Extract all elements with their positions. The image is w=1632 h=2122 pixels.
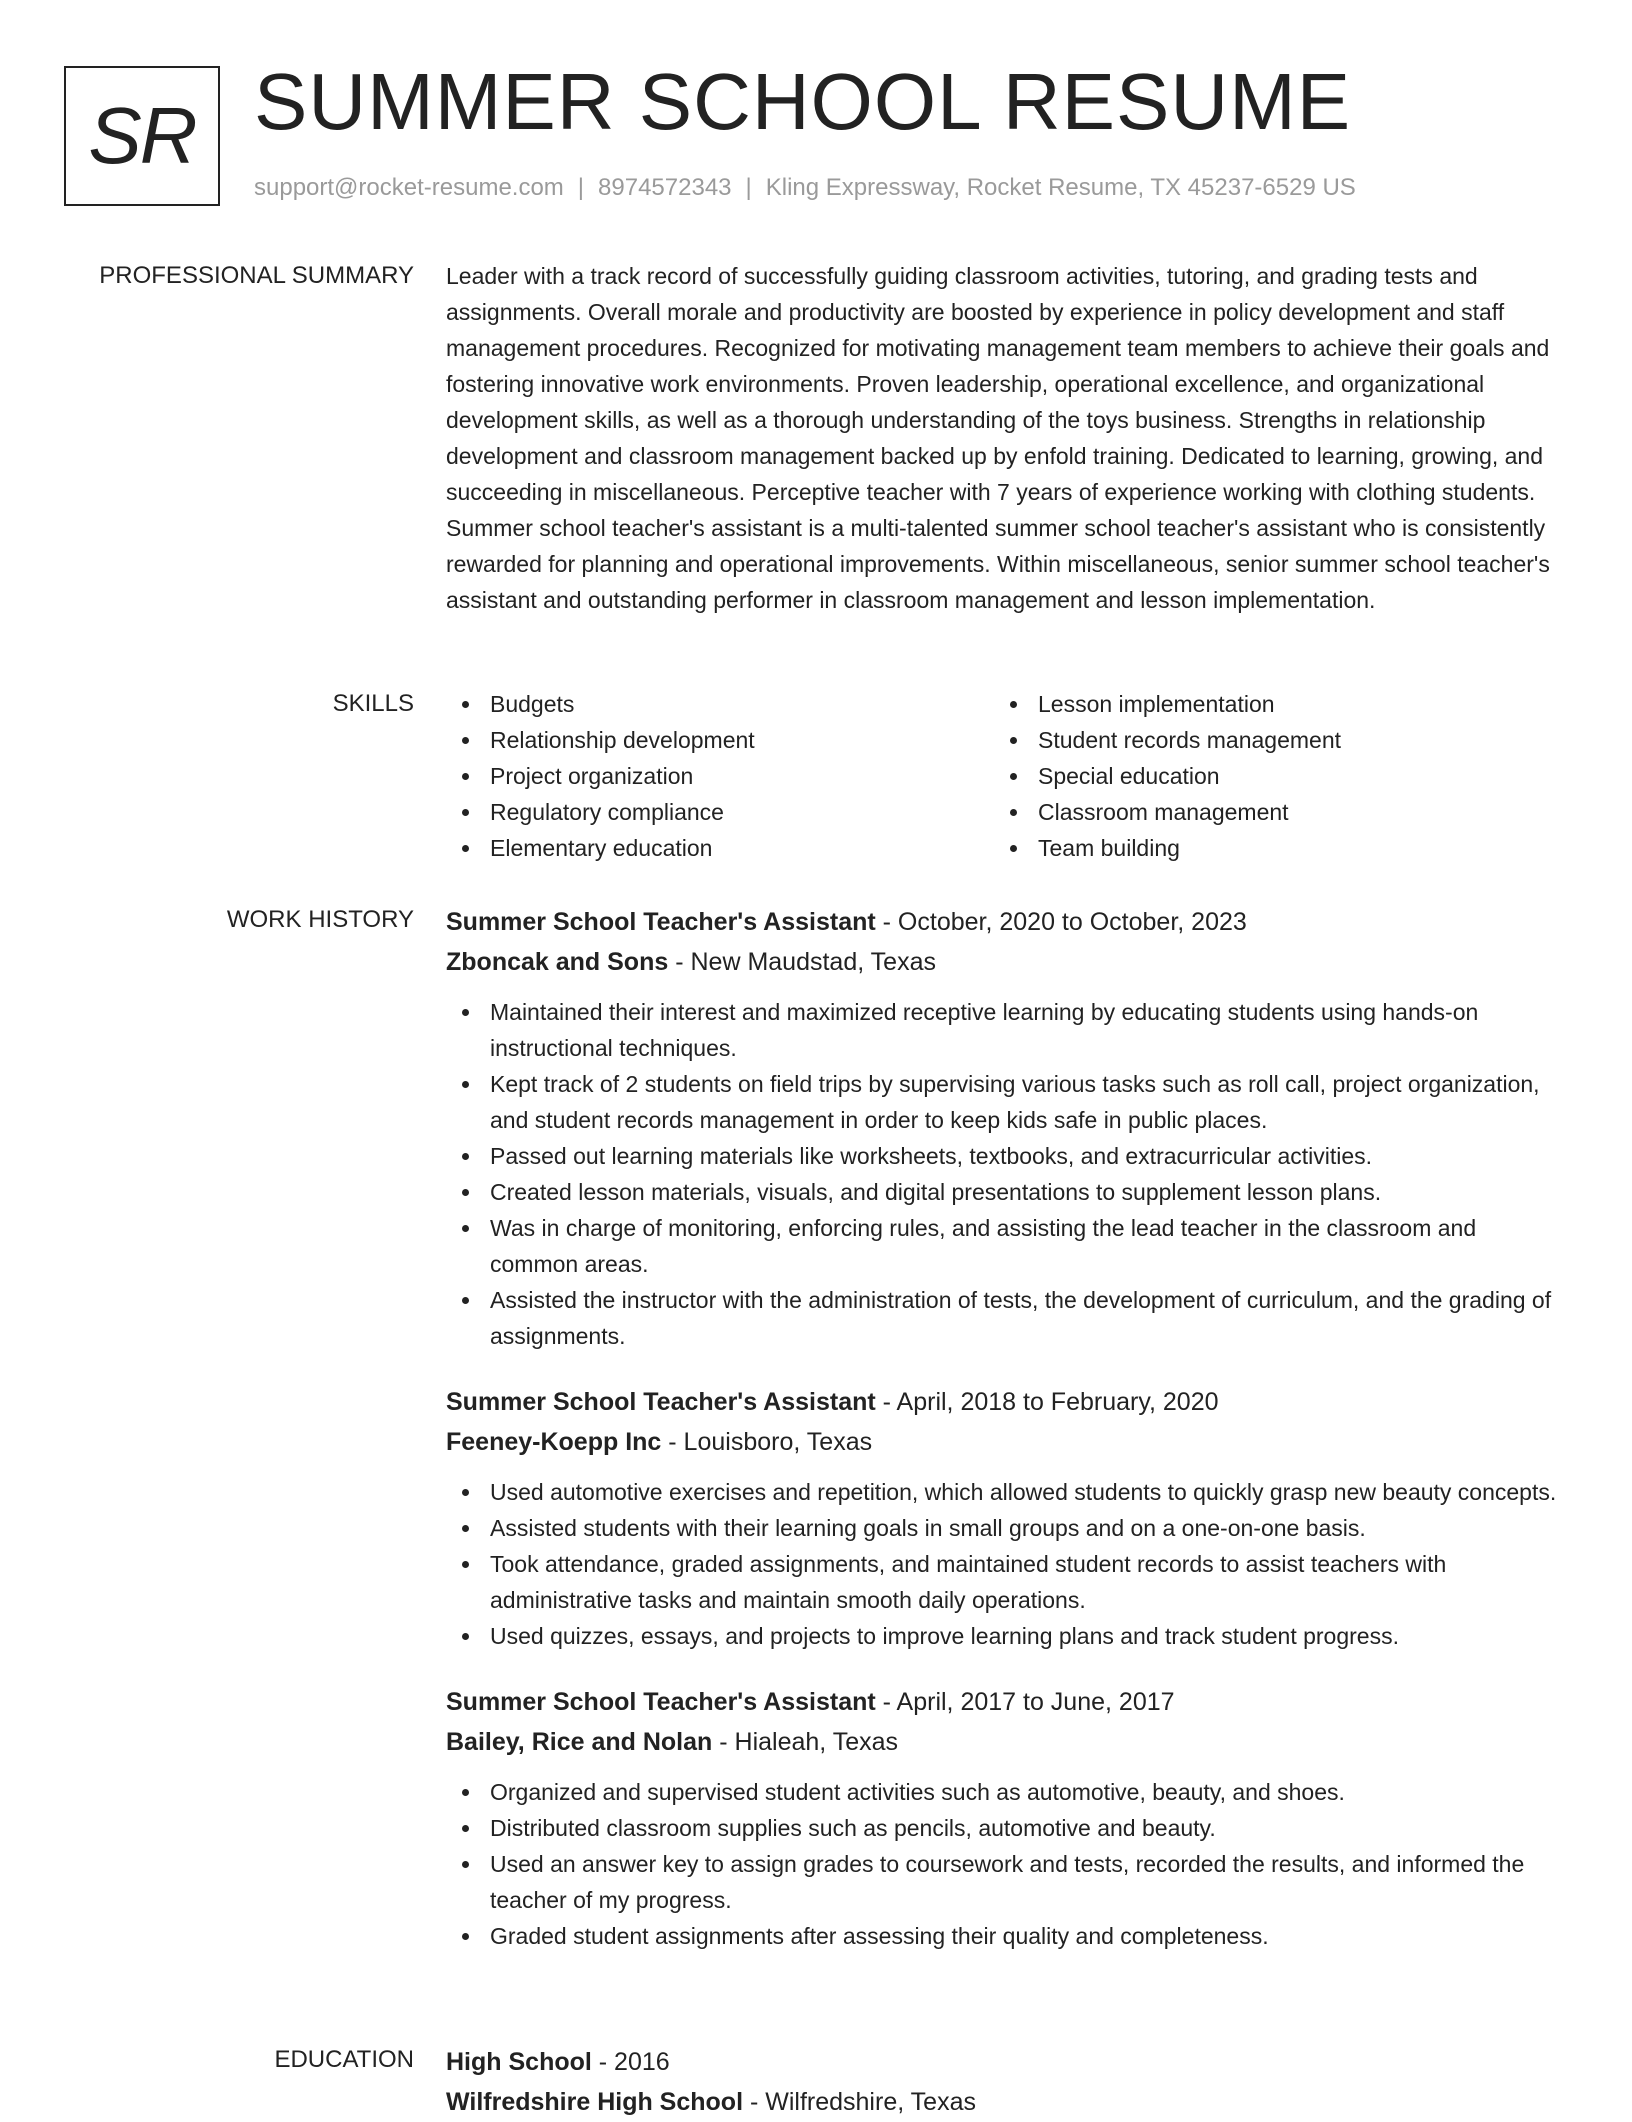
- skill-item: Lesson implementation: [994, 686, 1542, 722]
- section-label-summary: PROFESSIONAL SUMMARY: [99, 262, 414, 289]
- job-bullet: Assisted students with their learning goals in small groups and on a one-on-one basis.: [446, 1510, 1561, 1546]
- job-bullet: Took attendance, graded assignments, and maintained student records to assist teachers with administrative tasks and maintain smooth daily operations.: [446, 1546, 1561, 1618]
- job-entry: [446, 1382, 1561, 1654]
- skill-item: Student records management: [994, 722, 1542, 758]
- contact-address: Kling Expressway, Rocket Resume, TX 45237-6529 US: [765, 174, 1356, 201]
- job-location: Louisboro, Texas: [683, 1428, 873, 1456]
- section-label-skills: SKILLS: [332, 690, 414, 717]
- section-label-work: WORK HISTORY: [226, 906, 414, 933]
- skills-body: [446, 686, 1561, 866]
- job-company: Feeney-Koepp Inc: [446, 1428, 662, 1456]
- section-label-education: EDUCATION: [274, 2046, 414, 2073]
- skill-item: Budgets: [446, 686, 994, 722]
- resume-title: SUMMER SCHOOL RESUME: [254, 57, 1352, 146]
- job-bullet: Passed out learning materials like worksheets, textbooks, and extracurricular activities.: [446, 1138, 1561, 1174]
- skill-item: Project organization: [446, 758, 994, 794]
- job-bullet: Was in charge of monitoring, enforcing rules, and assisting the lead teacher in the classroom and common areas.: [446, 1210, 1561, 1282]
- job-title-line: Summer School Teacher's Assistant - April, 2018 to February, 2020: [446, 1388, 1219, 1416]
- job-bullets: [446, 994, 1561, 1354]
- contact-line: [254, 174, 1356, 202]
- job-bullet: Kept track of 2 students on field trips by supervising various tasks such as roll call, project organization, and student records management in order to keep kids safe in public places.: [446, 1066, 1561, 1138]
- education-year: 2016: [614, 2048, 670, 2076]
- job-bullets: [446, 1474, 1561, 1654]
- job-bullets: [446, 1774, 1561, 1954]
- job-bullet: Assisted the instructor with the administration of tests, the development of curriculum, and the grading of assignments.: [446, 1282, 1561, 1354]
- job-company-line: Bailey, Rice and Nolan - Hialeah, Texas: [446, 1728, 899, 1756]
- skill-item: Relationship development: [446, 722, 994, 758]
- job-bullet: Graded student assignments after assessing their quality and completeness.: [446, 1918, 1561, 1954]
- job-bullet: Used an answer key to assign grades to coursework and tests, recorded the results, and informed the teacher of my progress.: [446, 1846, 1561, 1918]
- education-degree: High School: [446, 2048, 592, 2076]
- job-location: Hialeah, Texas: [734, 1728, 899, 1756]
- job-company-line: Zboncak and Sons - New Maudstad, Texas: [446, 948, 936, 976]
- skill-item: Regulatory compliance: [446, 794, 994, 830]
- contact-separator: |: [577, 174, 585, 201]
- job-title-line: Summer School Teacher's Assistant - April, 2017 to June, 2017: [446, 1688, 1175, 1716]
- job-title: Summer School Teacher's Assistant: [446, 1688, 876, 1716]
- summary-text: Leader with a track record of successfully guiding classroom activities, tutoring, and grading tests and assignments. Overall morale and productivity are boosted by experience in policy development and staff management procedures. Recognized for motivating management team members to achieve their goals and fostering innovative work environments. Proven leadership, operational excellence, and organizational development skills, as well as a thorough understanding of the toys business. Strengths in relationship development and classroom management backed up by enfold training. Dedicated to learning, growing, and succeeding in miscellaneous. Perceptive teacher with 7 years of experience working with clothing students. Summer school teacher's assistant is a multi-talented summer school teacher's assistant who is consistently rewarded for planning and operational improvements. Within miscellaneous, senior summer school teacher's assistant and outstanding performer in classroom management and lesson implementation.: [446, 263, 1550, 613]
- education-body: [446, 2042, 1561, 2122]
- job-dates: April, 2018 to February, 2020: [896, 1388, 1219, 1416]
- job-title: Summer School Teacher's Assistant: [446, 908, 876, 936]
- job-bullet: Organized and supervised student activities such as automotive, beauty, and shoes.: [446, 1774, 1561, 1810]
- contact-phone[interactable]: 8974572343: [598, 174, 732, 201]
- job-entry: [446, 1682, 1561, 1954]
- education-school: Wilfredshire High School: [446, 2088, 744, 2116]
- education-school-line: Wilfredshire High School - Wilfredshire, Texas: [446, 2088, 976, 2116]
- skill-item: Special education: [994, 758, 1542, 794]
- job-dates: April, 2017 to June, 2017: [896, 1688, 1175, 1716]
- job-company: Zboncak and Sons: [446, 948, 669, 976]
- skill-item: Elementary education: [446, 830, 994, 866]
- job-dates: October, 2020 to October, 2023: [897, 908, 1247, 936]
- monogram-logo: SR: [64, 66, 220, 206]
- job-bullet: Used quizzes, essays, and projects to improve learning plans and track student progress.: [446, 1618, 1561, 1654]
- job-company-line: Feeney-Koepp Inc - Louisboro, Texas: [446, 1428, 873, 1456]
- summary-body: [446, 258, 1561, 618]
- job-bullet: Distributed classroom supplies such as pencils, automotive and beauty.: [446, 1810, 1561, 1846]
- skills-left-list: [446, 686, 994, 866]
- job-bullet: Used automotive exercises and repetition, which allowed students to quickly grasp new beauty concepts.: [446, 1474, 1561, 1510]
- job-bullet: Created lesson materials, visuals, and digital presentations to supplement lesson plans.: [446, 1174, 1561, 1210]
- work-body: [446, 902, 1561, 1982]
- job-title-line: Summer School Teacher's Assistant - October, 2020 to October, 2023: [446, 908, 1247, 936]
- education-degree-line: High School - 2016: [446, 2048, 670, 2076]
- job-bullet: Maintained their interest and maximized receptive learning by educating students using hands-on instructional techniques.: [446, 994, 1561, 1066]
- skill-item: Team building: [994, 830, 1542, 866]
- contact-separator: |: [745, 174, 752, 201]
- skills-right-list: [994, 686, 1542, 866]
- job-title: Summer School Teacher's Assistant: [446, 1388, 876, 1416]
- job-entry: [446, 902, 1561, 1354]
- skill-item: Classroom management: [994, 794, 1542, 830]
- contact-email[interactable]: support@rocket-resume.com: [254, 174, 564, 201]
- job-company: Bailey, Rice and Nolan: [446, 1728, 713, 1756]
- job-location: New Maudstad, Texas: [690, 948, 936, 976]
- education-location: Wilfredshire, Texas: [765, 2088, 976, 2116]
